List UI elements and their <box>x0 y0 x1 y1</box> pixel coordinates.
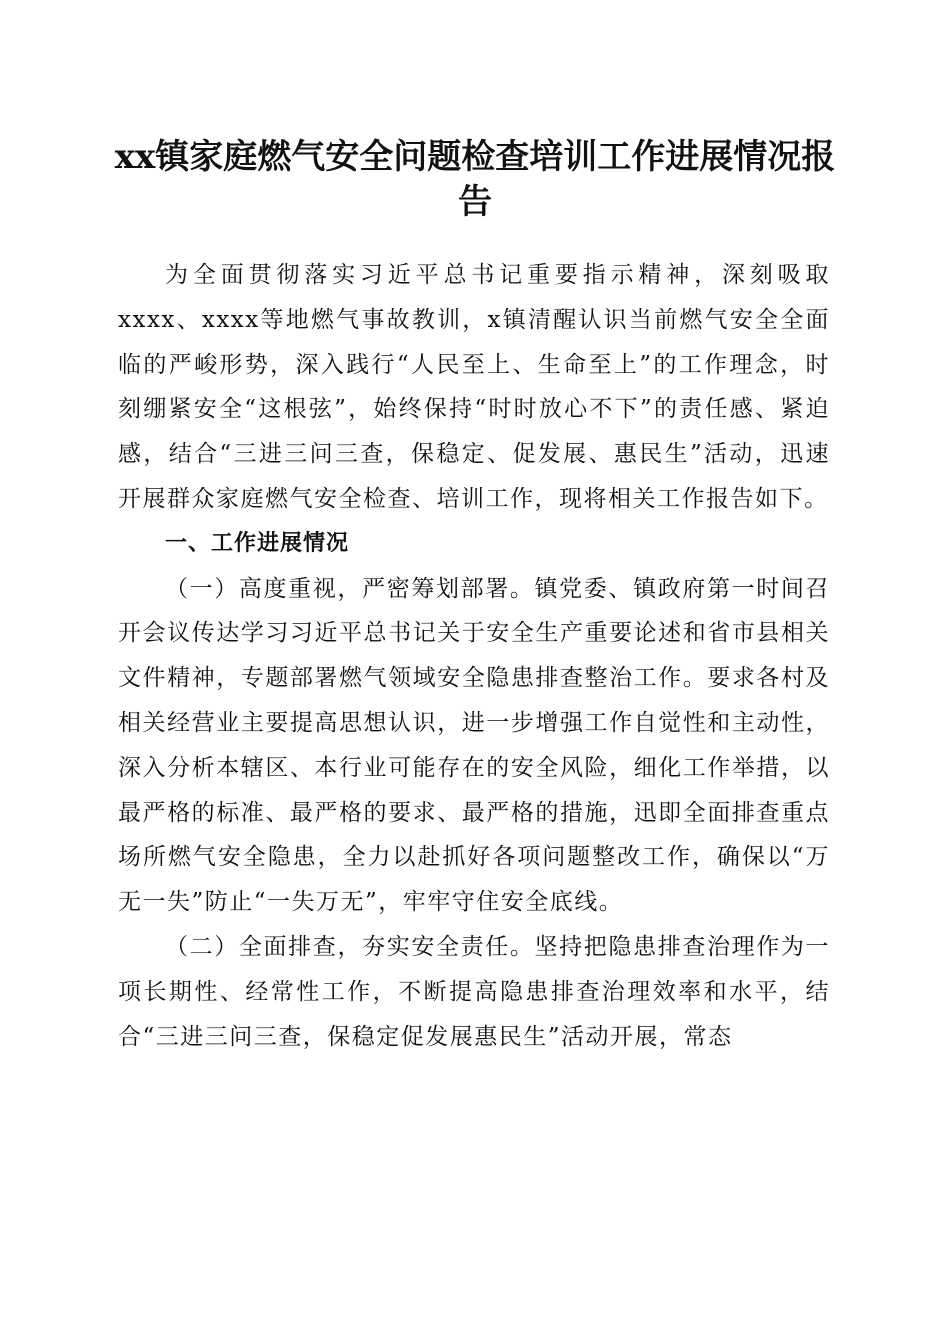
item-1-lead: （一）高度重视，严密筹划部署。 <box>165 575 535 602</box>
item-2-lead: （二）全面排查，夯实安全责任。 <box>165 933 535 960</box>
section-heading: 一、工作进展情况 <box>165 530 350 556</box>
item-1-text: 镇党委、镇政府第一时间召开会议传达学习习近平总书记关于安全生产重要论述和省市县相关文件精神，专题部署燃气领域安全隐患排查整治工作。要求各村及相关经营业主要提高思想认识，进一步增强工作自觉性和主动性，深入分析本辖区、本行业可能存在的安全风险，细化工作举措，以最严格的标准、最严格的要求、最严格的措施，迅即全面排查重点场所燃气安全隐患，全力以赴抓好各项问题整改工作，确保以“万无一失”防止“一失万无”，牢牢守住安全底线。 <box>118 575 831 916</box>
item-2-text: 坚持把隐患排查治理作为一项长期性、经常性工作，不断提高隐患排查治理效率和水平，结合“三进三问三查，保稳定促发展惠民生”活动开展，常态 <box>118 933 831 1050</box>
intro-paragraph: 为全面贯彻落实习近平总书记重要指示精神，深刻吸取xxxx、xxxx等地燃气事故教训，x镇清醒认识当前燃气安全全面临的严峻形势，深入践行“人民至上、生命至上”的工作理念，时刻绷紧安全“这根弦”，始终保持“时时放心不下”的责任感、紧迫感，结合“三进三问三查，保稳定、促发展、惠民生”活动，迅速开展群众家庭燃气安全检查、培训工作，现将相关工作报告如下。 <box>118 262 830 512</box>
item-1-paragraph <box>118 567 830 925</box>
document-body <box>118 253 830 1059</box>
item-2-paragraph <box>118 925 830 1059</box>
document-title: xx镇家庭燃气安全问题检查培训工作进展情况报告 <box>114 137 836 222</box>
